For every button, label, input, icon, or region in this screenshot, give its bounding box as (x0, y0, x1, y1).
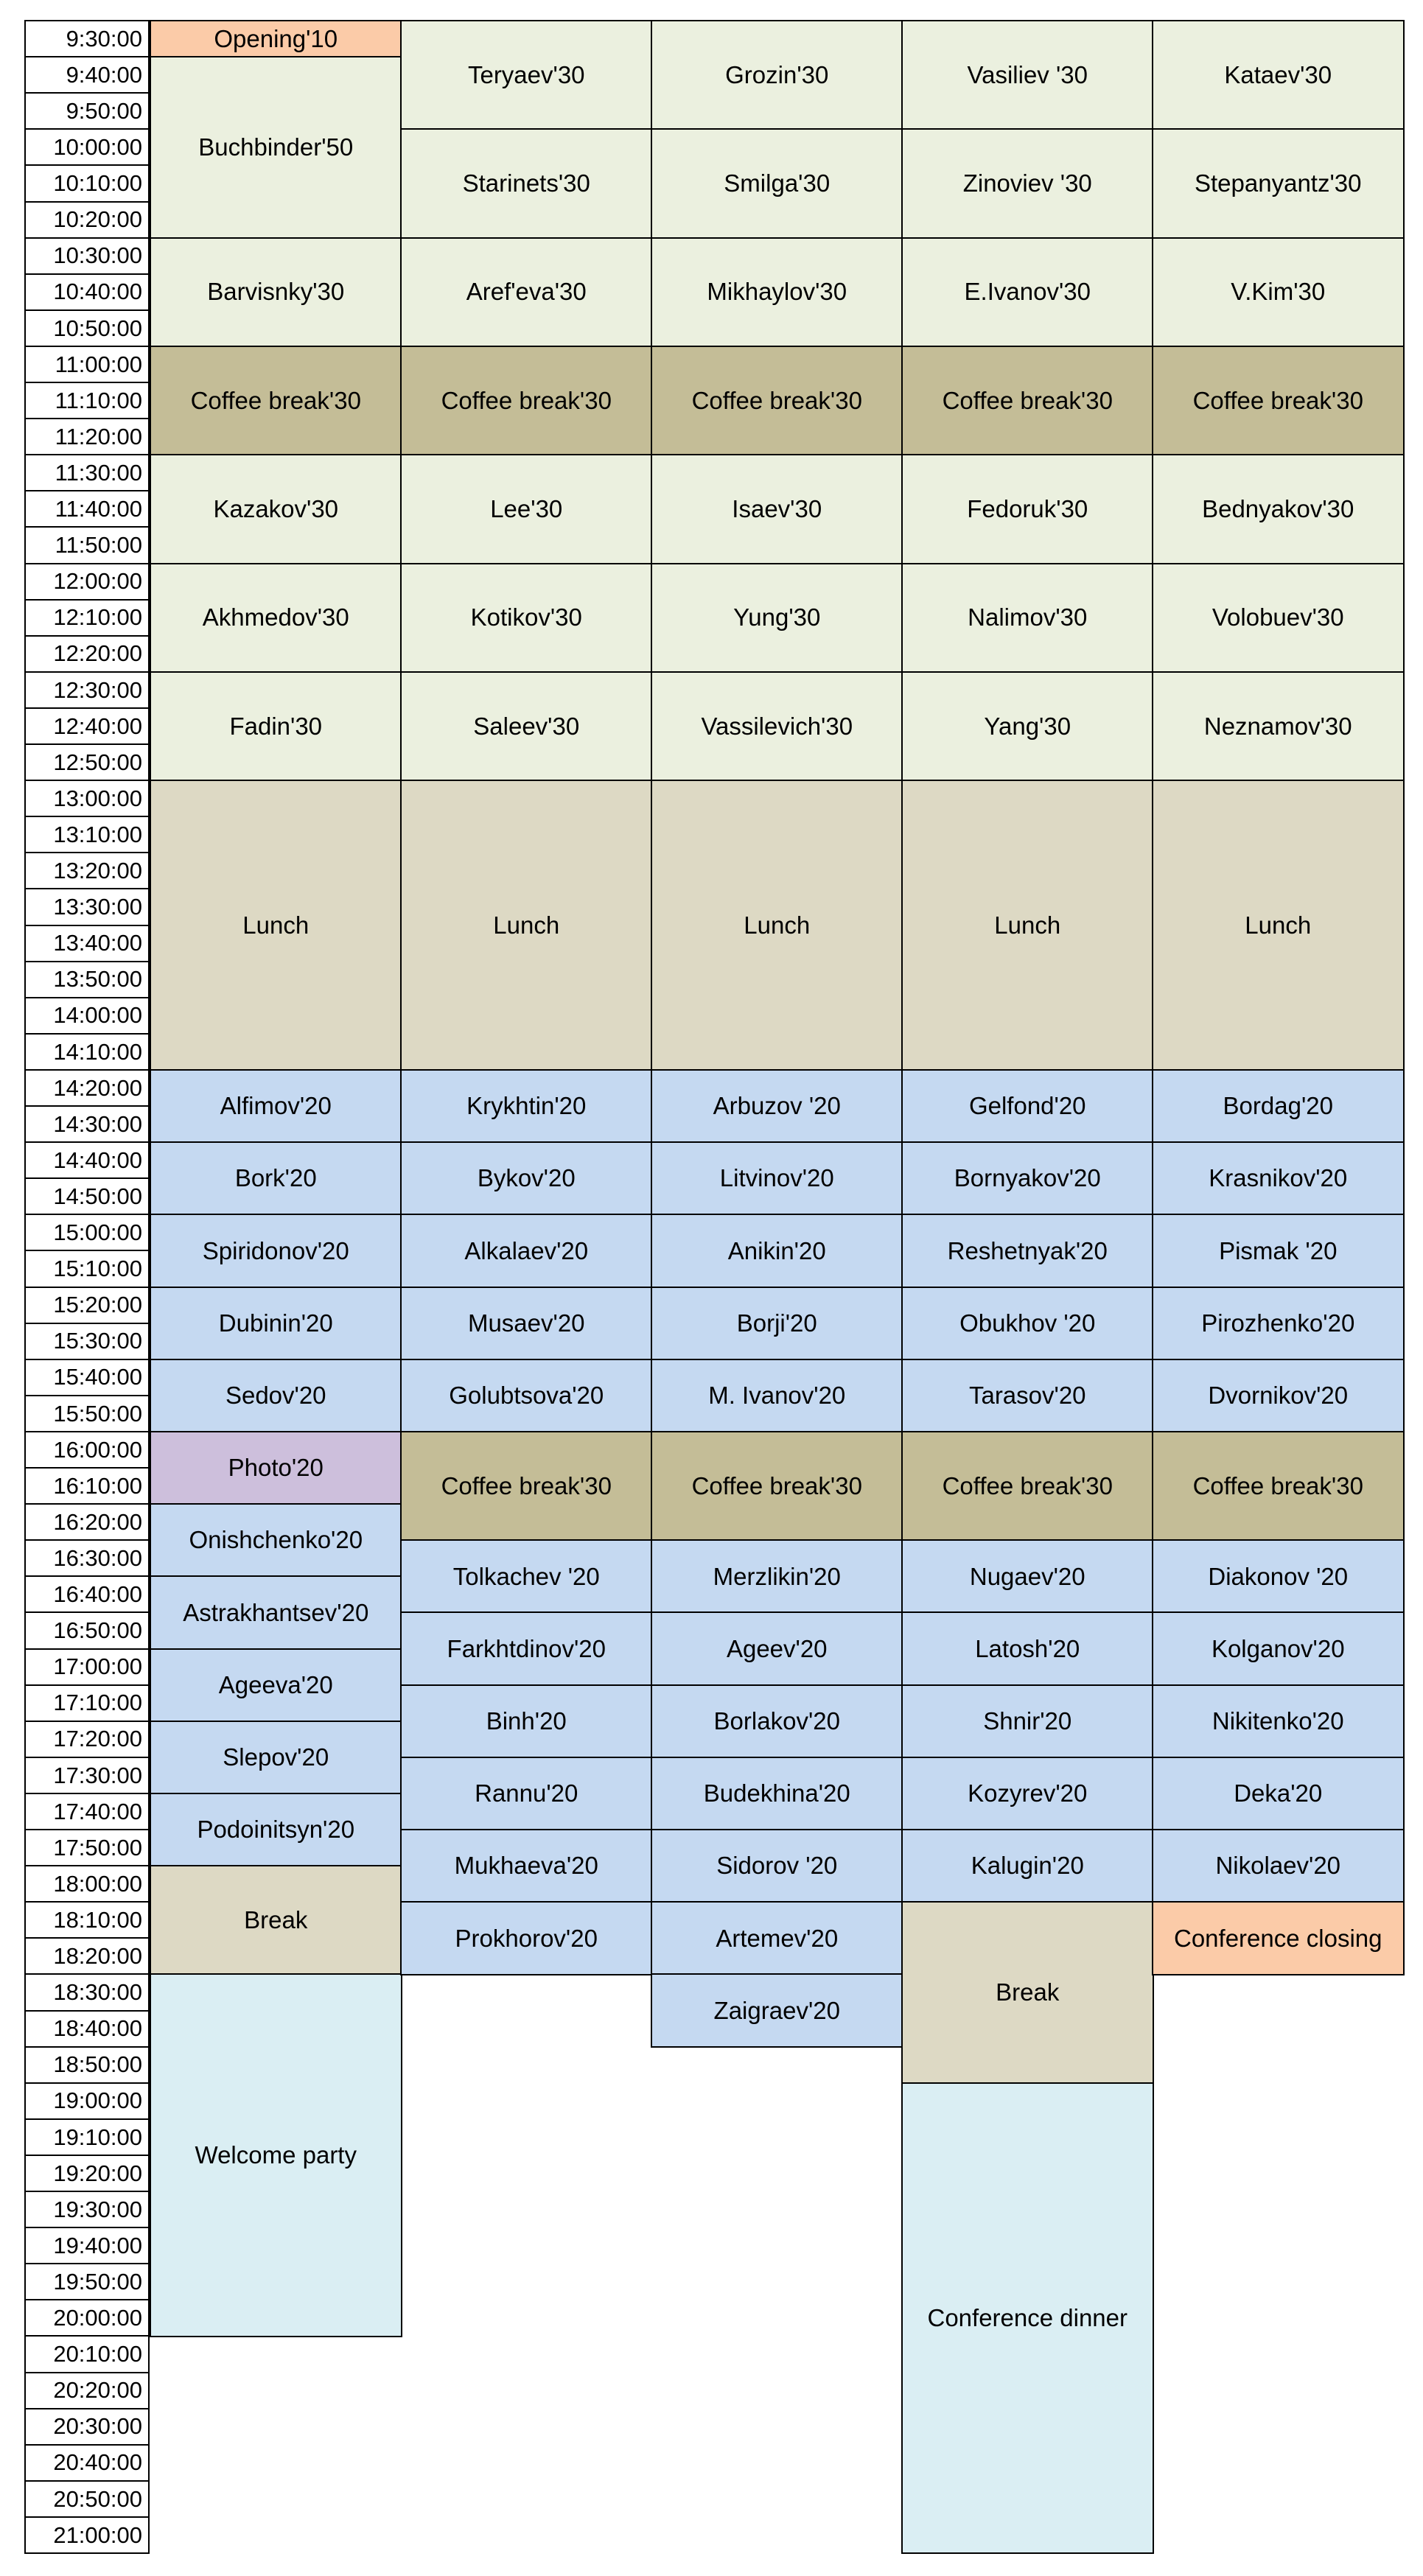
session-break: Break (150, 1865, 402, 1975)
session-isaev-30: Isaev'30 (651, 454, 903, 564)
session-starinets-30: Starinets'30 (400, 128, 653, 239)
time-slot: 11:30:00 (24, 454, 150, 492)
time-slot: 17:20:00 (24, 1721, 150, 1759)
time-slot: 20:00:00 (24, 2299, 150, 2337)
session-saleev-30: Saleev'30 (400, 671, 653, 782)
time-slot: 14:30:00 (24, 1105, 150, 1144)
session-akhmedov-30: Akhmedov'30 (150, 563, 402, 673)
session-e-ivanov-30: E.Ivanov'30 (901, 237, 1154, 348)
session-lunch: Lunch (651, 780, 903, 1071)
session-borji-20: Borji'20 (651, 1287, 903, 1361)
time-slot: 16:30:00 (24, 1539, 150, 1578)
time-slot: 9:40:00 (24, 56, 150, 94)
time-slot: 14:40:00 (24, 1141, 150, 1180)
session-coffee-break-30: Coffee break'30 (901, 346, 1154, 456)
time-slot: 11:10:00 (24, 382, 150, 420)
session-photo-20: Photo'20 (150, 1431, 402, 1505)
session-vassilevich-30: Vassilevich'30 (651, 671, 903, 782)
session-kalugin-20: Kalugin'20 (901, 1829, 1154, 1903)
time-slot: 12:50:00 (24, 743, 150, 782)
time-slot: 13:10:00 (24, 816, 150, 854)
session-nalimov-30: Nalimov'30 (901, 563, 1154, 673)
time-slot: 19:20:00 (24, 2155, 150, 2193)
time-slot: 17:40:00 (24, 1793, 150, 1831)
session-ageev-20: Ageev'20 (651, 1611, 903, 1686)
session-shnir-20: Shnir'20 (901, 1684, 1154, 1759)
session-bednyakov-30: Bednyakov'30 (1152, 454, 1405, 564)
time-slot: 12:10:00 (24, 599, 150, 637)
session-gelfond-20: Gelfond'20 (901, 1069, 1154, 1144)
time-slot: 16:40:00 (24, 1575, 150, 1614)
session-spiridonov-20: Spiridonov'20 (150, 1214, 402, 1288)
time-slot: 20:20:00 (24, 2372, 150, 2410)
session-conference-closing: Conference closing (1152, 1901, 1405, 1975)
time-slot: 18:30:00 (24, 1973, 150, 2012)
session-fadin-30: Fadin'30 (150, 671, 402, 782)
time-slot: 16:10:00 (24, 1467, 150, 1505)
session-vasiliev-30: Vasiliev '30 (901, 20, 1154, 130)
time-slot: 19:50:00 (24, 2263, 150, 2301)
session-artemev-20: Artemev'20 (651, 1901, 903, 1975)
time-slot: 21:00:00 (24, 2516, 150, 2555)
session-volobuev-30: Volobuev'30 (1152, 563, 1405, 673)
time-slot: 19:30:00 (24, 2191, 150, 2229)
session-m-ivanov-20: M. Ivanov'20 (651, 1359, 903, 1433)
session-break: Break (901, 1901, 1154, 2084)
time-slot: 17:30:00 (24, 1757, 150, 1795)
time-slot: 18:50:00 (24, 2046, 150, 2085)
time-slot: 10:30:00 (24, 237, 150, 276)
time-slot: 10:40:00 (24, 273, 150, 312)
session-dvornikov-20: Dvornikov'20 (1152, 1359, 1405, 1433)
time-slot: 17:10:00 (24, 1684, 150, 1723)
time-slot: 15:30:00 (24, 1323, 150, 1361)
session-budekhina-20: Budekhina'20 (651, 1757, 903, 1831)
session-diakonov-20: Diakonov '20 (1152, 1539, 1405, 1614)
time-slot: 15:10:00 (24, 1250, 150, 1288)
time-slot: 12:30:00 (24, 671, 150, 710)
session-tarasov-20: Tarasov'20 (901, 1359, 1154, 1433)
session-neznamov-30: Neznamov'30 (1152, 671, 1405, 782)
time-slot: 13:20:00 (24, 852, 150, 890)
session-ageeva-20: Ageeva'20 (150, 1648, 402, 1723)
time-slot: 15:00:00 (24, 1214, 150, 1252)
time-slot: 9:50:00 (24, 92, 150, 130)
time-slot: 16:50:00 (24, 1611, 150, 1650)
session-smilga-30: Smilga'30 (651, 128, 903, 239)
session-coffee-break-30: Coffee break'30 (400, 1431, 653, 1541)
time-slot: 11:40:00 (24, 490, 150, 528)
session-tolkachev-20: Tolkachev '20 (400, 1539, 653, 1614)
session-litvinov-20: Litvinov'20 (651, 1141, 903, 1216)
time-slot: 16:00:00 (24, 1431, 150, 1469)
session-coffee-break-30: Coffee break'30 (901, 1431, 1154, 1541)
time-slot: 17:00:00 (24, 1648, 150, 1687)
session-sidorov-20: Sidorov '20 (651, 1829, 903, 1903)
session-stepanyantz-30: Stepanyantz'30 (1152, 128, 1405, 239)
session-bork-20: Bork'20 (150, 1141, 402, 1216)
session-nikitenko-20: Nikitenko'20 (1152, 1684, 1405, 1759)
time-slot: 13:00:00 (24, 780, 150, 818)
session-coffee-break-30: Coffee break'30 (400, 346, 653, 456)
time-slot: 11:00:00 (24, 346, 150, 384)
time-slot: 12:00:00 (24, 563, 150, 601)
session-lunch: Lunch (901, 780, 1154, 1071)
session-coffee-break-30: Coffee break'30 (1152, 346, 1405, 456)
session-krykhtin-20: Krykhtin'20 (400, 1069, 653, 1144)
session-grozin-30: Grozin'30 (651, 20, 903, 130)
time-slot: 11:20:00 (24, 418, 150, 456)
time-slot: 10:10:00 (24, 164, 150, 203)
time-slot: 14:20:00 (24, 1069, 150, 1107)
session-merzlikin-20: Merzlikin'20 (651, 1539, 903, 1614)
time-slot: 10:00:00 (24, 128, 150, 167)
time-slot: 17:50:00 (24, 1829, 150, 1867)
session-coffee-break-30: Coffee break'30 (1152, 1431, 1405, 1541)
session-lunch: Lunch (1152, 780, 1405, 1071)
time-slot: 12:40:00 (24, 707, 150, 746)
time-slot: 20:10:00 (24, 2335, 150, 2373)
time-slot: 18:20:00 (24, 1937, 150, 1975)
session-fedoruk-30: Fedoruk'30 (901, 454, 1154, 564)
time-slot: 11:50:00 (24, 526, 150, 564)
session-yang-30: Yang'30 (901, 671, 1154, 782)
session-aref-eva-30: Aref'eva'30 (400, 237, 653, 348)
time-slot: 18:10:00 (24, 1901, 150, 1939)
session-bordag-20: Bordag'20 (1152, 1069, 1405, 1144)
session-anikin-20: Anikin'20 (651, 1214, 903, 1288)
session-sedov-20: Sedov'20 (150, 1359, 402, 1433)
time-slot: 12:20:00 (24, 635, 150, 673)
session-binh-20: Binh'20 (400, 1684, 653, 1759)
session-v-kim-30: V.Kim'30 (1152, 237, 1405, 348)
session-opening-10: Opening'10 (150, 20, 402, 58)
session-farkhtdinov-20: Farkhtdinov'20 (400, 1611, 653, 1686)
session-rannu-20: Rannu'20 (400, 1757, 653, 1831)
session-yung-30: Yung'30 (651, 563, 903, 673)
time-slot: 15:40:00 (24, 1359, 150, 1397)
time-slot: 16:20:00 (24, 1503, 150, 1541)
time-slot: 20:40:00 (24, 2444, 150, 2482)
session-buchbinder-50: Buchbinder'50 (150, 56, 402, 239)
session-onishchenko-20: Onishchenko'20 (150, 1503, 402, 1578)
session-conference-dinner: Conference dinner (901, 2082, 1154, 2555)
time-slot: 19:10:00 (24, 2118, 150, 2157)
session-krasnikov-20: Krasnikov'20 (1152, 1141, 1405, 1216)
session-coffee-break-30: Coffee break'30 (150, 346, 402, 456)
session-borlakov-20: Borlakov'20 (651, 1684, 903, 1759)
session-kotikov-30: Kotikov'30 (400, 563, 653, 673)
session-kataev-30: Kataev'30 (1152, 20, 1405, 130)
session-nugaev-20: Nugaev'20 (901, 1539, 1154, 1614)
session-coffee-break-30: Coffee break'30 (651, 346, 903, 456)
session-golubtsova-20: Golubtsova'20 (400, 1359, 653, 1433)
session-coffee-break-30: Coffee break'30 (651, 1431, 903, 1541)
time-slot: 9:30:00 (24, 20, 150, 58)
session-musaev-20: Musaev'20 (400, 1287, 653, 1361)
time-slot: 10:20:00 (24, 201, 150, 239)
session-obukhov-20: Obukhov '20 (901, 1287, 1154, 1361)
time-slot: 15:20:00 (24, 1287, 150, 1325)
session-pismak-20: Pismak '20 (1152, 1214, 1405, 1288)
session-latosh-20: Latosh'20 (901, 1611, 1154, 1686)
time-slot: 13:40:00 (24, 925, 150, 963)
session-barvisnky-30: Barvisnky'30 (150, 237, 402, 348)
time-slot: 14:00:00 (24, 997, 150, 1035)
session-zaigraev-20: Zaigraev'20 (651, 1973, 903, 2048)
session-pirozhenko-20: Pirozhenko'20 (1152, 1287, 1405, 1361)
time-slot: 15:50:00 (24, 1395, 150, 1433)
session-alkalaev-20: Alkalaev'20 (400, 1214, 653, 1288)
time-slot: 20:50:00 (24, 2480, 150, 2519)
time-slot: 19:00:00 (24, 2082, 150, 2121)
session-prokhorov-20: Prokhorov'20 (400, 1901, 653, 1975)
time-slot: 19:40:00 (24, 2227, 150, 2265)
session-kazakov-30: Kazakov'30 (150, 454, 402, 564)
session-slepov-20: Slepov'20 (150, 1721, 402, 1795)
session-nikolaev-20: Nikolaev'20 (1152, 1829, 1405, 1903)
time-slot: 20:30:00 (24, 2408, 150, 2446)
session-bornyakov-20: Bornyakov'20 (901, 1141, 1154, 1216)
session-mukhaeva-20: Mukhaeva'20 (400, 1829, 653, 1903)
time-slot: 13:50:00 (24, 961, 150, 999)
session-reshetnyak-20: Reshetnyak'20 (901, 1214, 1154, 1288)
time-slot: 14:10:00 (24, 1033, 150, 1071)
session-teryaev-30: Teryaev'30 (400, 20, 653, 130)
session-deka-20: Deka'20 (1152, 1757, 1405, 1831)
session-mikhaylov-30: Mikhaylov'30 (651, 237, 903, 348)
time-slot: 14:50:00 (24, 1177, 150, 1216)
session-arbuzov-20: Arbuzov '20 (651, 1069, 903, 1144)
session-kozyrev-20: Kozyrev'20 (901, 1757, 1154, 1831)
time-slot: 18:00:00 (24, 1865, 150, 1903)
session-bykov-20: Bykov'20 (400, 1141, 653, 1216)
time-slot: 10:50:00 (24, 309, 150, 348)
session-alfimov-20: Alfimov'20 (150, 1069, 402, 1144)
session-lee-30: Lee'30 (400, 454, 653, 564)
session-lunch: Lunch (400, 780, 653, 1071)
session-zinoviev-30: Zinoviev '30 (901, 128, 1154, 239)
session-dubinin-20: Dubinin'20 (150, 1287, 402, 1361)
session-kolganov-20: Kolganov'20 (1152, 1611, 1405, 1686)
time-slot: 13:30:00 (24, 888, 150, 926)
session-lunch: Lunch (150, 780, 402, 1071)
session-podoinitsyn-20: Podoinitsyn'20 (150, 1793, 402, 1867)
time-slot: 18:40:00 (24, 2010, 150, 2048)
session-astrakhantsev-20: Astrakhantsev'20 (150, 1575, 402, 1650)
session-welcome-party: Welcome party (150, 1973, 402, 2337)
